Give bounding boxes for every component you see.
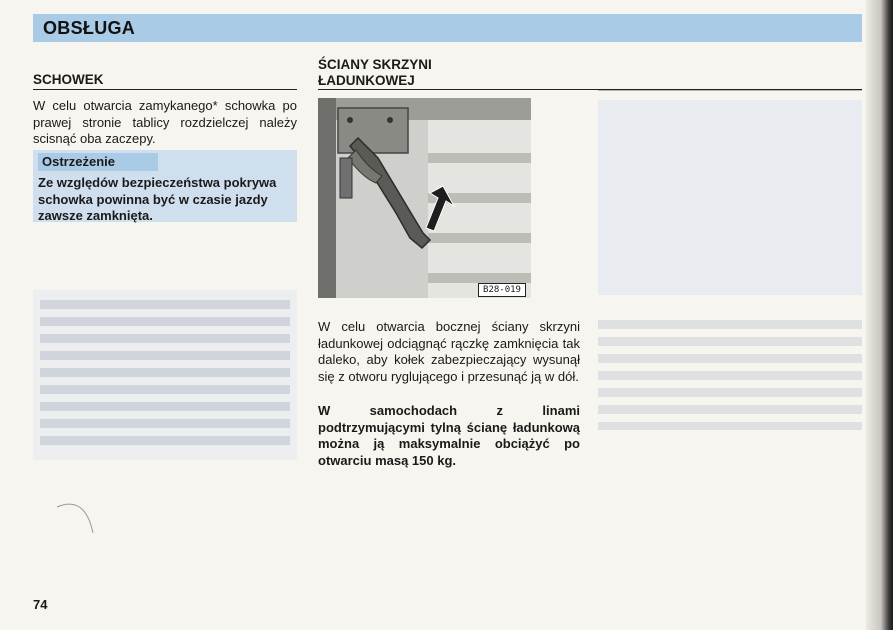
binding-shadow (866, 0, 893, 630)
warning-box (33, 150, 297, 222)
latch-illustration (318, 98, 531, 298)
bleed-through-box-right (598, 100, 862, 295)
page-number: 74 (33, 597, 48, 612)
tailgate-latch-photo (318, 98, 531, 298)
figure-code: B28-019 (478, 283, 526, 297)
decorative-curve (55, 495, 115, 535)
bleed-through-rule-right (598, 90, 862, 91)
sciany-paragraph: W celu otwarcia bocznej ściany skrzyni ładunkowej odciągnąć rączkę zamknięcia tak daleko, aby kołek zabezpieczający wysunął się z otworu ryglującego i przesunąć ją w dół. (318, 319, 580, 384)
bleed-through-lines (598, 320, 862, 430)
left-heading-rule (33, 89, 297, 90)
section-title: OBSŁUGA (43, 18, 136, 38)
bleed-through-lines-left (40, 300, 290, 450)
sciany-heading: ŚCIANY SKRZYNI ŁADUNKOWEJ (318, 57, 432, 88)
schowek-paragraph: W celu otwarcia zamykanego* schowka po prawej stronie tablicy rozdzielczej należy scisnąć oba zaczepy. (33, 98, 297, 146)
section-header-band (33, 14, 862, 42)
warning-text: Ze względów bezpieczeństwa pokrywa schowka powinna być w czasie jazdy zawsze zamknięta. (38, 175, 277, 223)
middle-heading-rule (318, 89, 862, 90)
warning-title: Ostrzeżenie (38, 153, 158, 171)
sciany-bold-paragraph: W samochodach z linami podtrzymującymi tylną ścianę ładunkową można ją maksymalnie obciążyć po otwarciu masą 150 kg. (318, 403, 580, 468)
schowek-heading: SCHOWEK (33, 72, 104, 87)
